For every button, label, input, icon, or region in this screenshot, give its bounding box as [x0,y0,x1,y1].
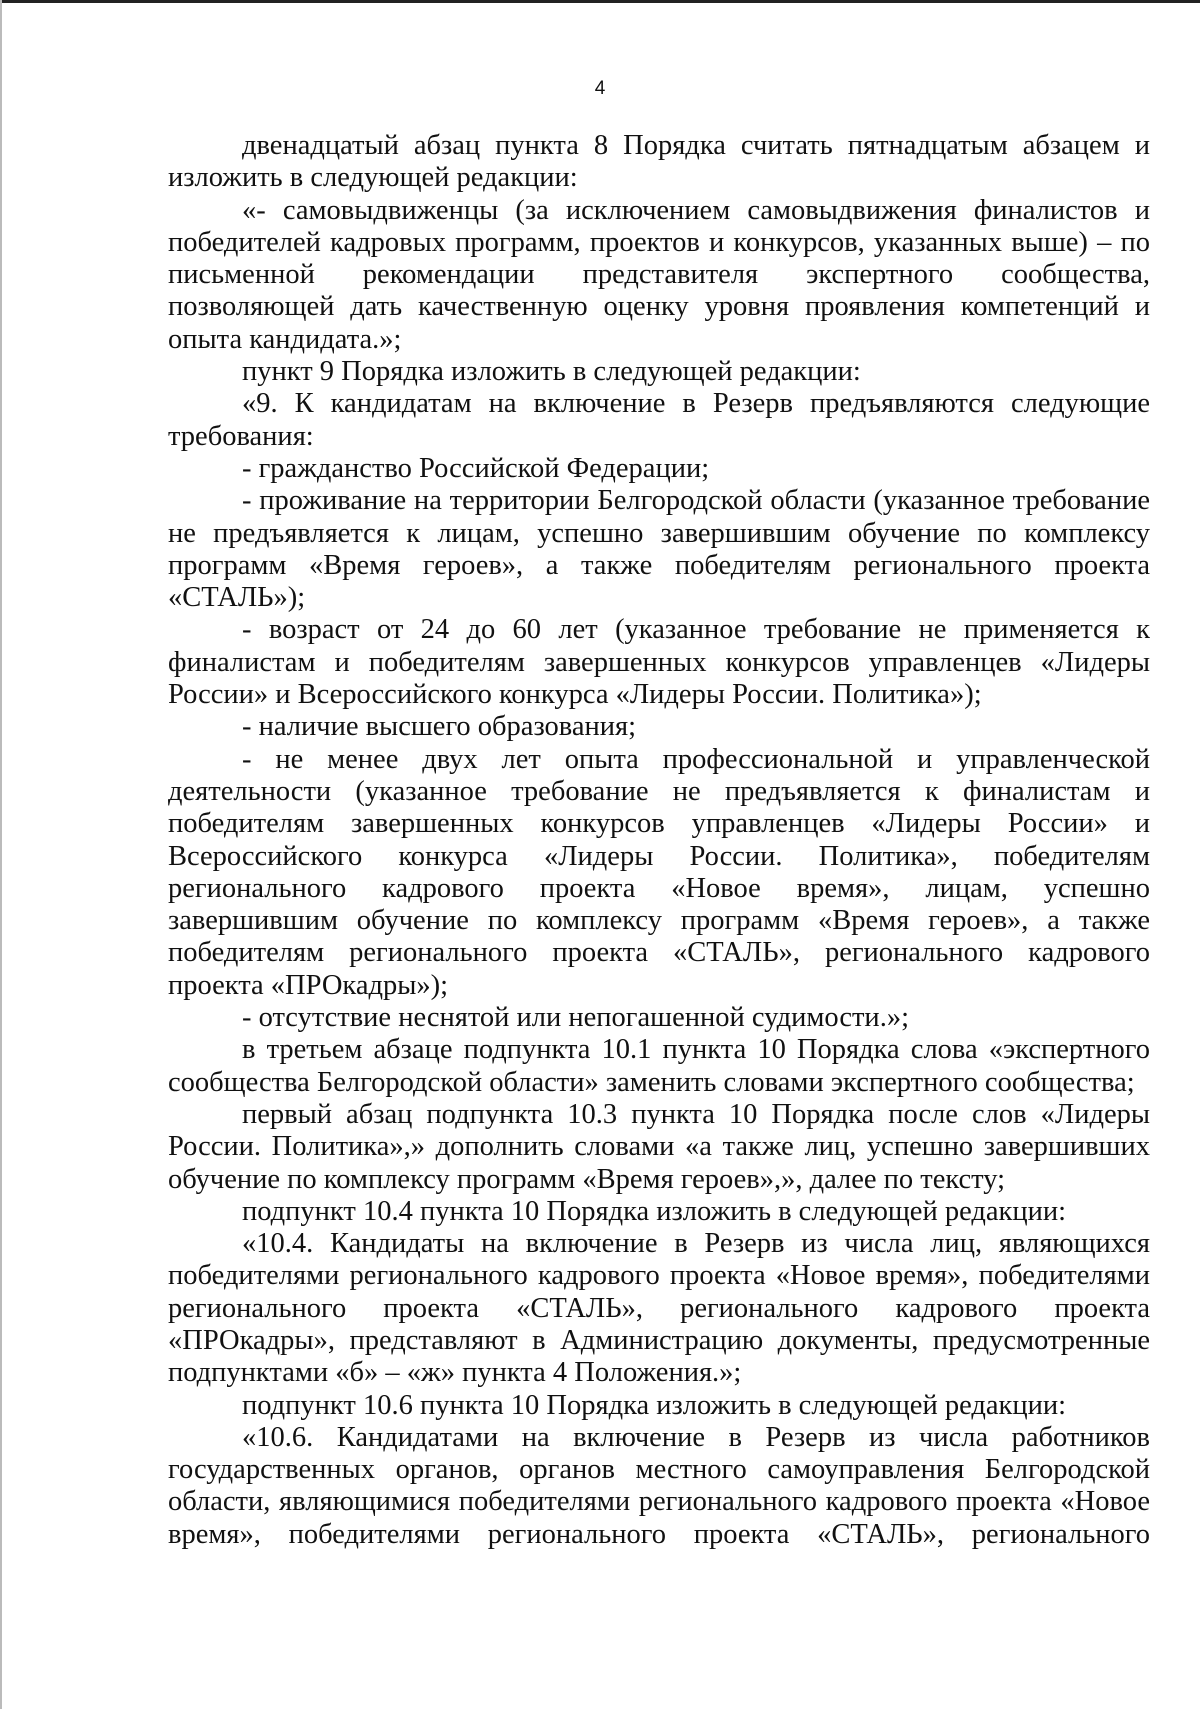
paragraph: «10.6. Кандидатами на включение в Резерв из числа работников государственных органов, органов местного самоуправления Белгородской области, являющимися победителями регионального кадрового проекта «Новое время», победителями регионального проекта «СТАЛЬ», регионального [168,1421,1150,1550]
paragraph: «9. К кандидатам на включение в Резерв предъявляются следующие требования: [168,388,1150,452]
page-top-border [0,0,1200,3]
paragraph: - возраст от 24 до 60 лет (указанное требование не применяется к финалистам и победителям завершенных конкурсов управленцев «Лидеры России» и Всероссийского конкурса «Лидеры России. Политика»); [168,614,1150,711]
paragraph: - проживание на территории Белгородской области (указанное требование не предъявляется к лицам, успешно завершившим обучение по комплексу программ «Время героев», а также победителям регионального проекта «СТАЛЬ»); [168,485,1150,614]
page-number: 4 [594,78,606,99]
paragraph: подпункт 10.4 пункта 10 Порядка изложить в следующей редакции: [242,1195,1067,1227]
scan-left-edge [0,0,2,1709]
paragraph: - отсутствие неснятой или непогашенной судимости.»; [242,1002,909,1034]
document-body [168,130,1150,1551]
paragraph: - гражданство Российской Федерации; [242,452,710,484]
paragraph: в третьем абзаце подпункта 10.1 пункта 10 Порядка слова «экспертного сообщества Белгородской области» заменить словами экспертного сообщества; [168,1034,1150,1098]
paragraph: - не менее двух лет опыта профессиональной и управленческой деятельности (указанное требование не предъявляется к финалистам и победителям завершенных конкурсов управленцев «Лидеры России» и Всероссийского конкурса «Лидеры России. Политика», победителям регионального кадрового проекта «Новое время», лицам, успешно завершившим обучение по комплексу программ «Время героев», а также победителям регионального проекта «СТАЛЬ», регионального кадрового проекта «ПРОкадры»); [168,743,1150,1001]
paragraph: - наличие высшего образования; [242,711,637,743]
paragraph: пункт 9 Порядка изложить в следующей редакции: [242,356,861,388]
paragraph: «10.4. Кандидаты на включение в Резерв из числа лиц, являющихся победителями регионального кадрового проекта «Новое время», победителями регионального проекта «СТАЛЬ», регионального кадрового проекта «ПРОкадры», представляют в Администрацию документы, предусмотренные подпунктами «б» – «ж» пункта 4 Положения.»; [168,1228,1150,1389]
paragraph: двенадцатый абзац пункта 8 Порядка считать пятнадцатым абзацем и изложить в следующей редакции: [168,130,1150,194]
paragraph: подпункт 10.6 пункта 10 Порядка изложить в следующей редакции: [242,1389,1067,1421]
paragraph: первый абзац подпункта 10.3 пункта 10 Порядка после слов «Лидеры России. Политика»,» дополнить словами «а также лиц, успешно завершивших обучение по комплексу программ «Время героев»,», далее по тексту; [168,1098,1150,1195]
paragraph: «- самовыдвиженцы (за исключением самовыдвижения финалистов и победителей кадровых программ, проектов и конкурсов, указанных выше) – по письменной рекомендации представителя экспертного сообщества, позволяющей дать качественную оценку уровня проявления компетенций и опыта кандидата.»; [168,194,1150,355]
